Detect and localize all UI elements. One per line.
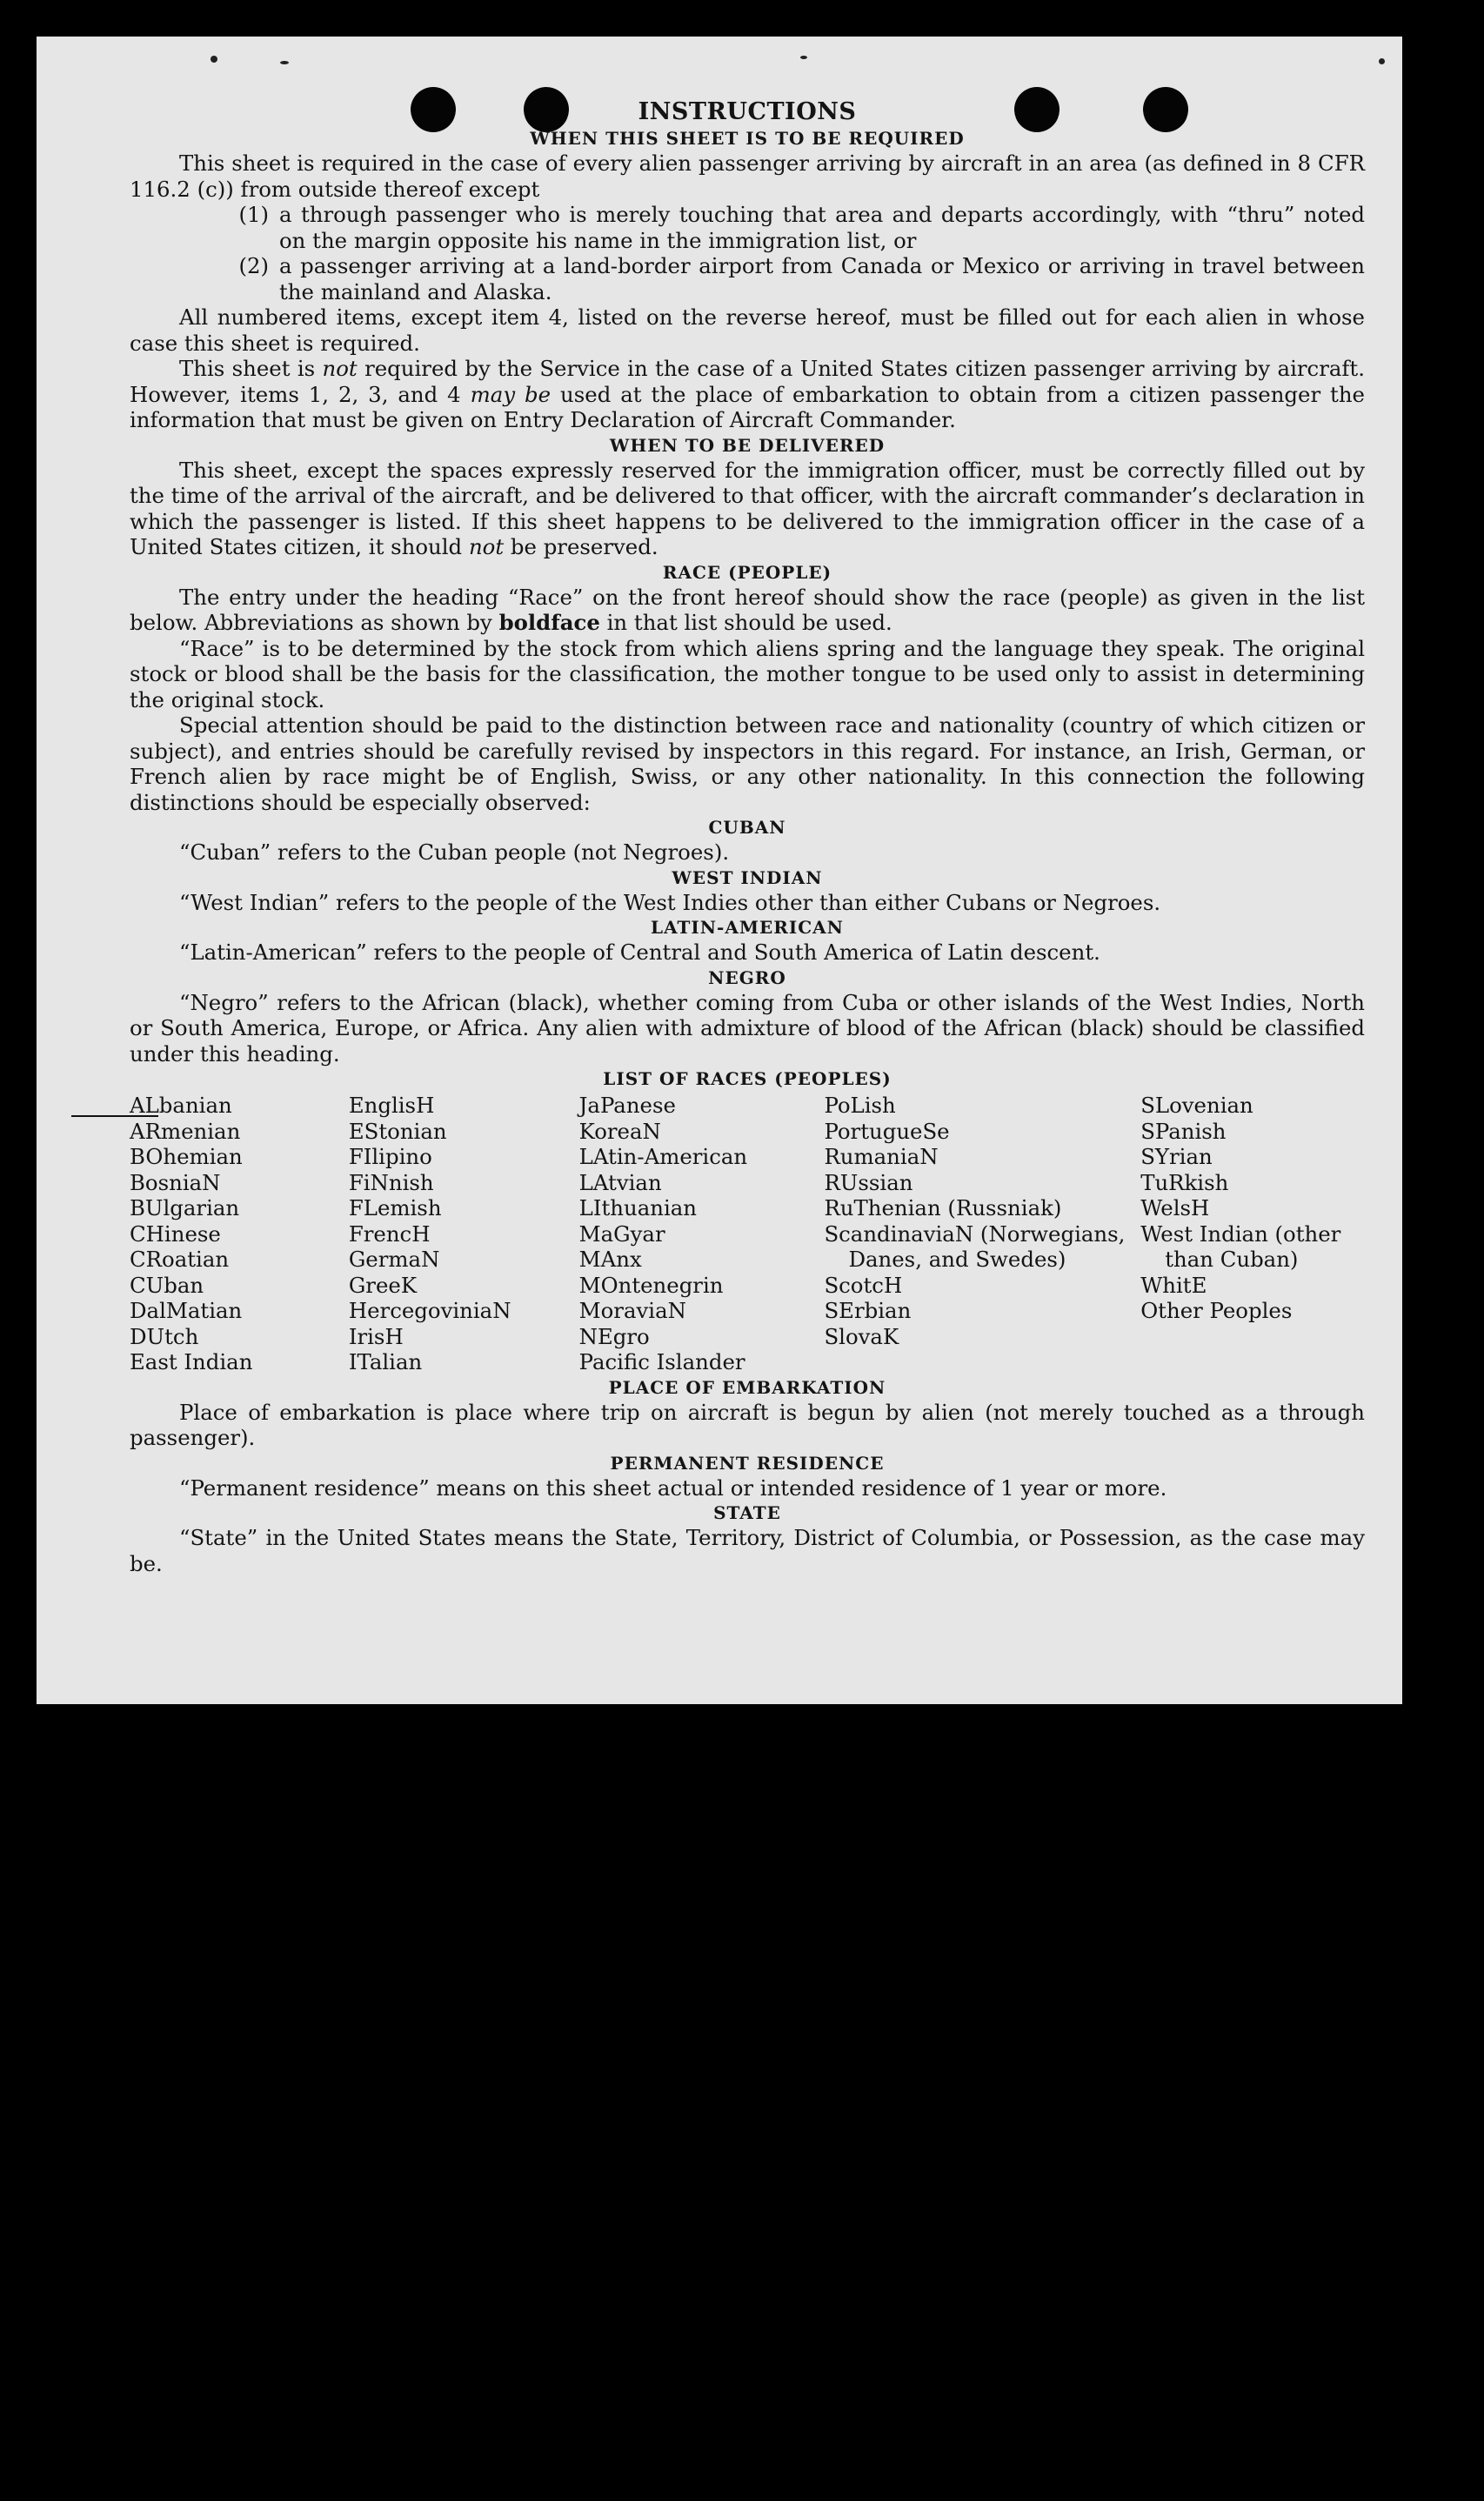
race-entry: FiNnish [348,1169,434,1195]
race-entry: BOhemian [130,1144,243,1169]
section-heading-latin-american: LATIN-AMERICAN [651,917,844,938]
race-entry: MAnx [578,1247,642,1272]
race-column [349,1093,579,1375]
race-entry: HercegoviniaN [348,1298,511,1323]
race-paragraph: “Race” is to be determined by the stock from which aliens spring and the language they speak. The original stock or blood shall be the basis for the classification, the mother tongue to be used only to assist in determining the original stock. [130,635,1365,712]
page-title: INSTRUCTIONS [638,98,857,125]
race-entry: EStonian [348,1118,447,1144]
section-heading-west-indian: WEST INDIAN [672,866,823,888]
race-entry: IrisH [348,1323,404,1349]
delivery-paragraph: This sheet, except the spaces expressly reserved for the immigration officer, must be correctly filled out by the time of the arrival of the aircraft, and be delivered to that officer, with the aircraft commander’s declaration in which the passenger is listed. If this sheet happens to be delivered to the immigration officer in the case of a United States citizen, it should not be preserved. [130,457,1365,559]
race-entry: PoLish [824,1093,896,1118]
race-entry: TuRkish [1140,1169,1229,1195]
when-required-intro: This sheet is required in the case of every alien passenger arriving by aircraft in an area (as defined in 8 CFR 116.2 (c)) from outside thereof except [130,150,1365,202]
race-column [130,1093,349,1375]
race-entry: JaPanese [578,1093,676,1118]
section-heading-residence: PERMANENT RESIDENCE [610,1452,885,1474]
race-entry: SErbian [824,1298,912,1323]
race-entry: NEgro [578,1323,650,1349]
race-entry: ScotcH [824,1272,903,1298]
race-entry: KoreaN [578,1118,661,1144]
race-entry: CHinese [130,1220,221,1247]
race-entry: GermaN [348,1247,440,1272]
race-entry: Pacific Islander [578,1349,745,1374]
race-entry: FLemish [348,1195,442,1220]
race-entry: SPanish [1140,1118,1227,1144]
citizen-paragraph: This sheet is not required by the Service in the case of a United States citizen passenger arriving by aircraft. However, items 1, 2, 3, and 4 may be used at the place of embarkation to obtain from a citizen passenger the information that must be given on Entry Declaration of Aircraft Commander. [130,356,1365,432]
section-heading-list-of-races: LIST OF RACES (PEOPLES) [603,1068,892,1089]
race-entry: MaGyar [578,1220,665,1247]
race-paragraph: The entry under the heading “Race” on the front hereof should show the race (people) as given in the list below. Abbreviations as shown by boldface in that list should be used. [130,584,1365,635]
race-entry: BUlgarian [130,1195,240,1220]
exception-item: (1) a through passenger who is merely touching that area and departs accordingly, with “thru” noted on the margin opposite his name in the immigration list, or [238,202,1365,253]
race-entry: SYrian [1140,1144,1213,1169]
section-heading-when-required: WHEN THIS SHEET IS TO BE REQUIRED [530,128,965,149]
document-sheet [37,37,1402,1704]
race-column [824,1093,1140,1375]
race-entry: RumaniaN [824,1144,939,1169]
race-entry: PortugueSe [824,1118,950,1144]
race-entry: WhitE [1140,1272,1207,1298]
race-entry: LAtin-American [578,1144,748,1169]
section-heading-state: STATE [713,1502,781,1523]
exception-item: (2) a passenger arriving at a land-border airport from Canada or Mexico or arriving in travel between the mainland and Alaska. [238,253,1365,304]
race-entry: FIlipino [348,1144,432,1169]
ink-speck [1379,58,1385,64]
section-heading-embarkation: PLACE OF EMBARKATION [608,1376,886,1398]
race-entry: East Indian [130,1349,253,1374]
race-entry: RUssian [824,1169,913,1195]
negro-definition: “Negro” refers to the African (black), whether coming from Cuba or other islands of the West Indies, North or South America, Europe, or Africa. Any alien with admixture of blood of the African (black) should be classified under this heading. [130,989,1365,1067]
section-heading-when-delivered: WHEN TO BE DELIVERED [609,434,886,456]
ink-speck [800,56,807,59]
race-entry: ITalian [348,1349,423,1374]
race-entry: WelsH [1140,1195,1210,1220]
race-entry: Other Peoples [1140,1298,1293,1323]
race-entry: RuThenian (Russniak) [824,1195,1062,1220]
race-paragraph: Special attention should be paid to the distinction between race and nationality (country of which citizen or subject), and entries should be carefully revised by inspectors in this regard. For instance, an Irish, German, or French alien by race might be of English, Swiss, or any other nationality. In this connection the following distinctions should be especially observed: [130,712,1365,815]
race-entry: LIthuanian [578,1195,697,1220]
race-entry: DUtch [130,1323,199,1349]
race-column [579,1093,825,1375]
section-heading-negro: NEGRO [708,966,786,988]
race-entry: ScandinaviaN (Norwegians, Danes, and Swedes) [824,1220,1126,1272]
race-entry: SLovenian [1140,1093,1253,1118]
latin-american-definition: “Latin-American” refers to the people of Central and South America of Latin descent. [179,940,1100,965]
section-heading-race: RACE (PEOPLE) [662,561,832,583]
race-entry: West Indian (other than Cuban) [1140,1220,1341,1272]
race-list [130,1093,1365,1375]
ink-speck [211,56,217,63]
instructions-body [130,97,1365,1576]
race-entry: LAtvian [578,1169,662,1195]
race-entry: MOntenegrin [578,1272,724,1298]
numbered-items-paragraph: All numbered items, except item 4, listed on the reverse hereof, must be filled out for each alien in whose case this sheet is required. [130,304,1365,356]
race-entry: GreeK [348,1272,418,1298]
race-entry: CUban [130,1272,204,1298]
race-entry: SlovaK [824,1323,899,1349]
race-entry: CRoatian [130,1247,230,1272]
race-entry: EnglisH [348,1093,435,1118]
cuban-definition: “Cuban” refers to the Cuban people (not Negroes). [179,839,730,865]
embarkation-definition: Place of embarkation is place where trip on aircraft is begun by alien (not merely touched as a through passenger). [130,1399,1365,1450]
west-indian-definition: “West Indian” refers to the people of the West Indies other than either Cubans or Negroes. [179,889,1161,915]
state-definition: “State” in the United States means the State, Territory, District of Columbia, or Possession, as the case may be. [130,1525,1365,1576]
race-entry: MoraviaN [578,1298,686,1323]
race-entry: ARmenian [130,1118,241,1144]
race-entry: FrencH [348,1220,431,1247]
race-entry: BosniaN [130,1169,221,1195]
ink-speck [280,61,289,64]
race-entry: ALbanian [130,1093,232,1118]
section-heading-cuban: CUBAN [708,817,786,838]
race-entry: DalMatian [130,1298,243,1323]
race-column [1140,1093,1365,1375]
residence-definition: “Permanent residence” means on this sheet actual or intended residence of 1 year or more. [179,1475,1167,1501]
